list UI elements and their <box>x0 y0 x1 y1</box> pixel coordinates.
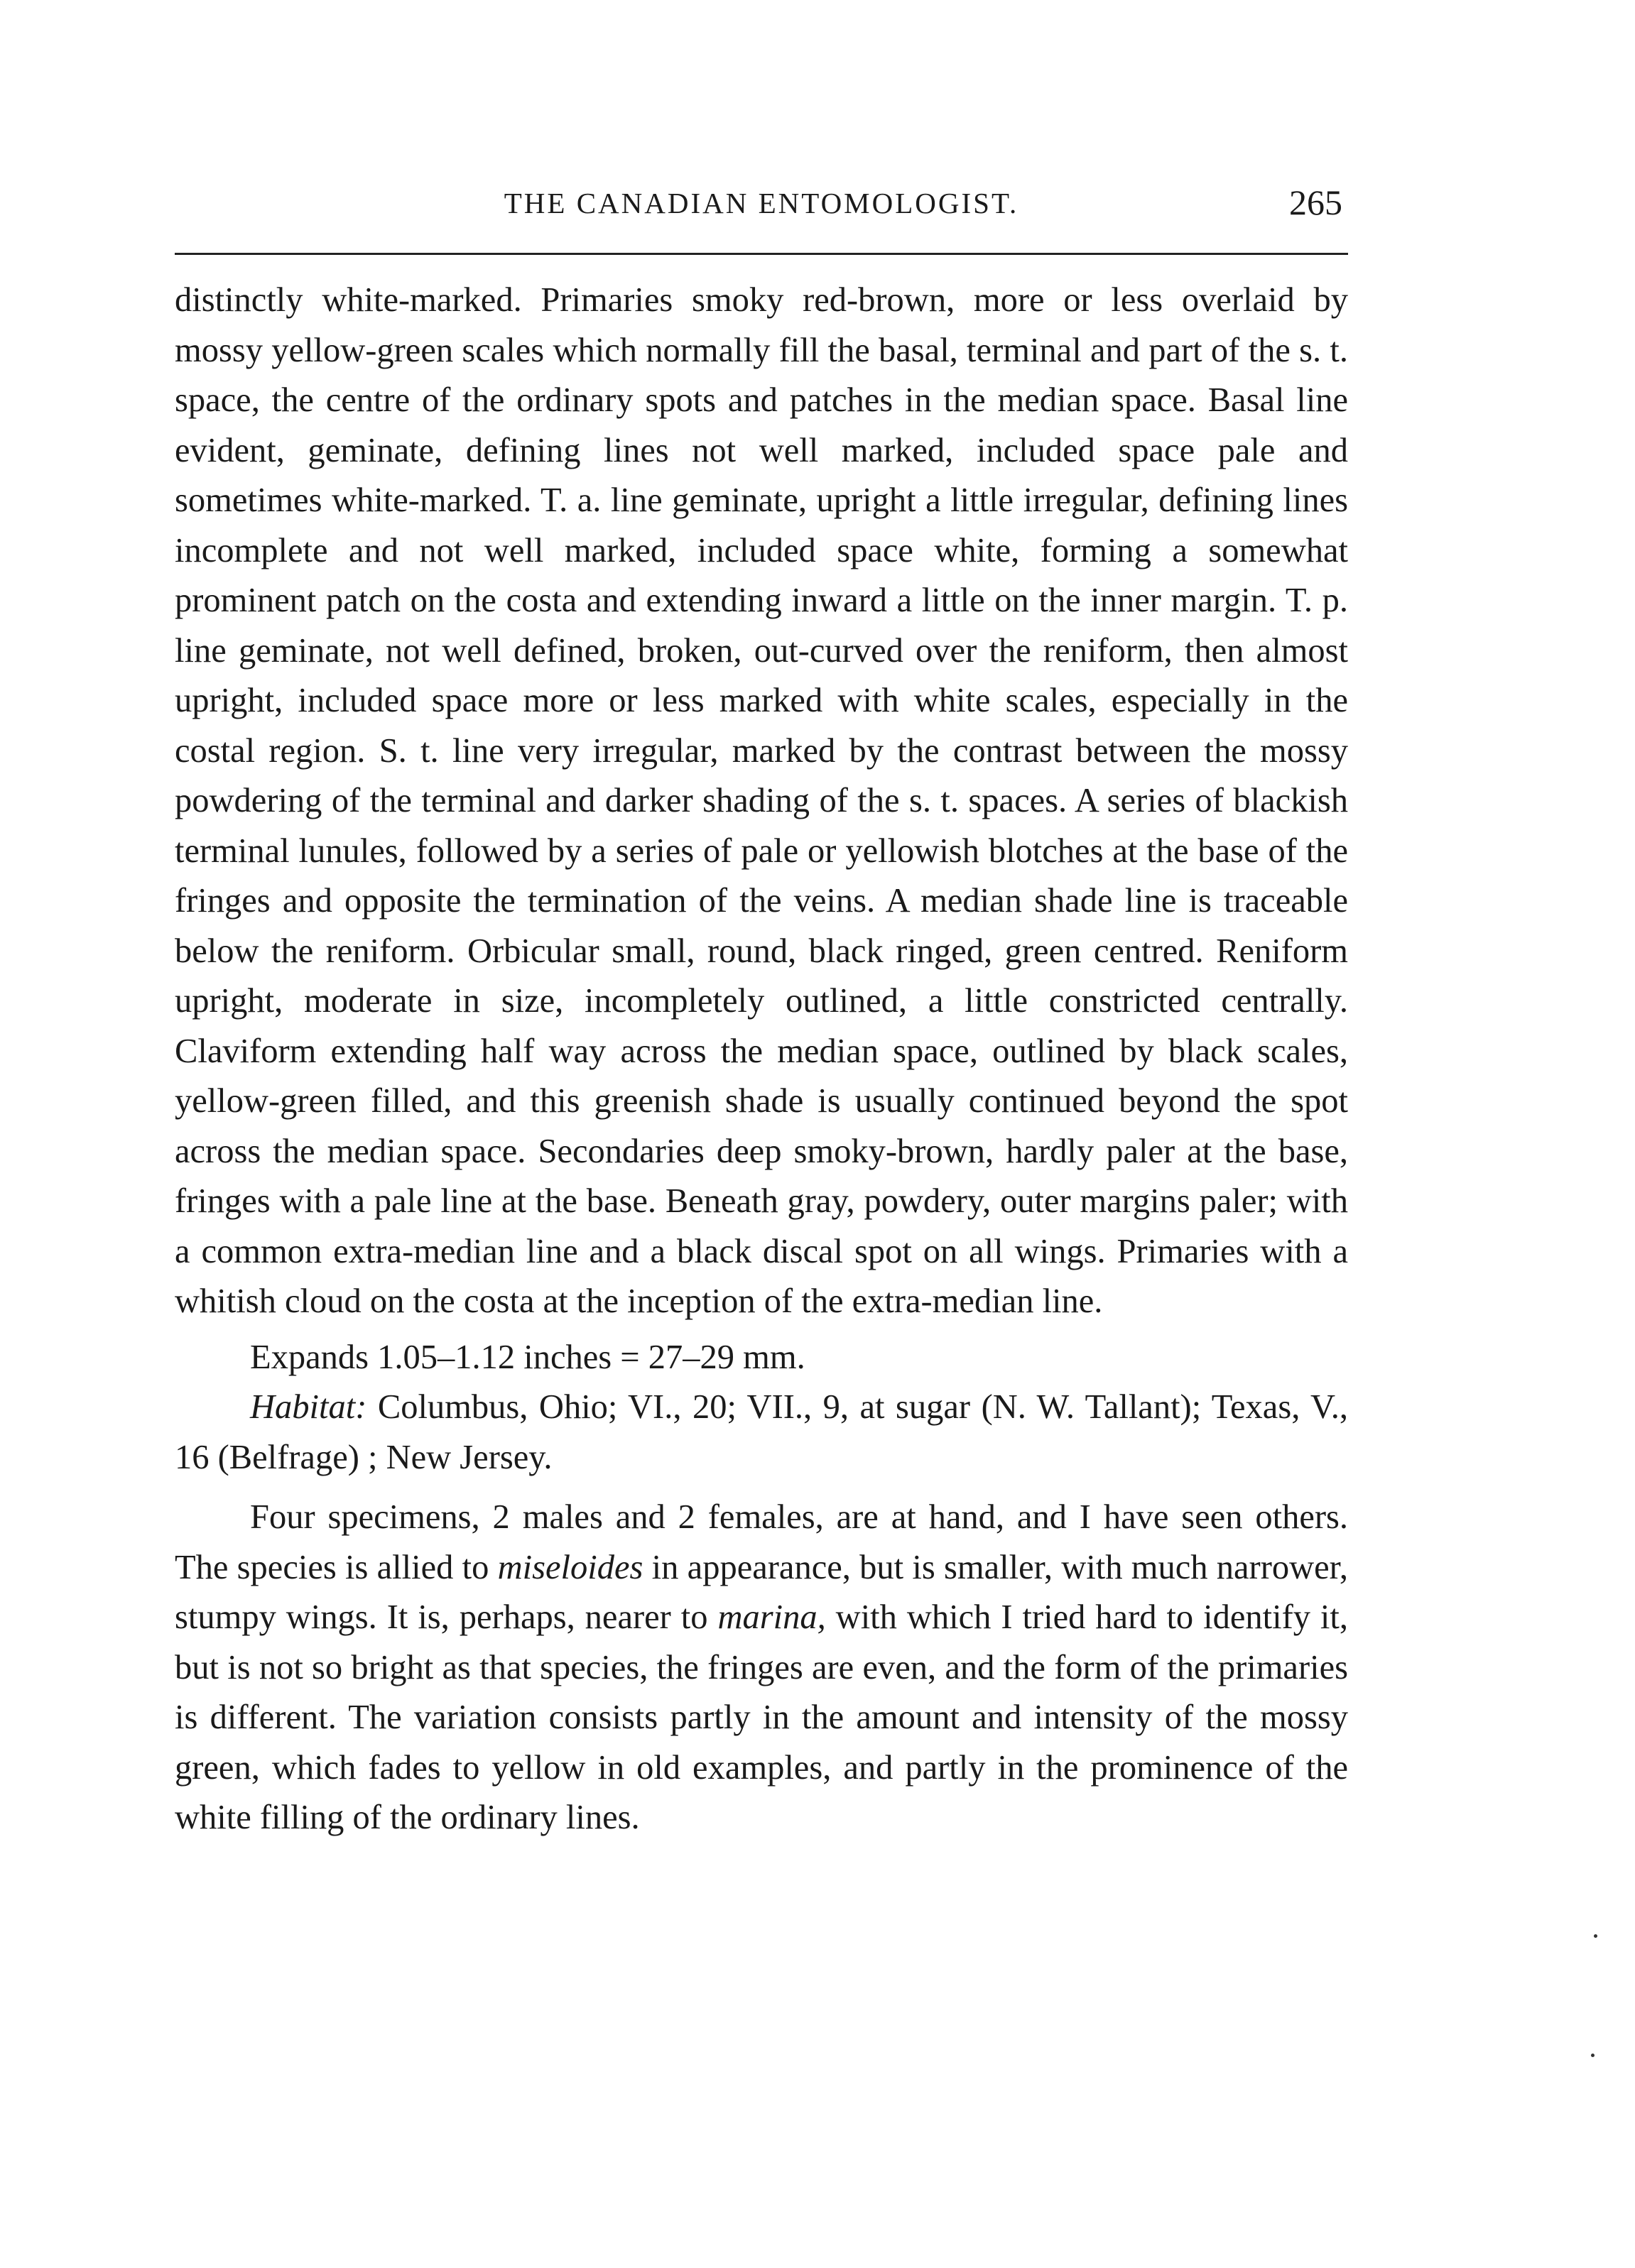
body-text <box>175 276 1348 1843</box>
running-title: THE CANADIAN ENTOMOLOGIST. <box>504 187 1019 219</box>
habitat-label: Habitat: <box>250 1388 367 1426</box>
print-speck <box>1594 1934 1597 1938</box>
species-name-miseloides: miseloides <box>497 1548 643 1586</box>
expands-paragraph: Expands 1.05–1.12 inches = 27–29 mm. <box>250 1338 805 1376</box>
habitat-paragraph <box>175 1383 1348 1483</box>
header-rule <box>175 253 1348 255</box>
species-name-marina: marina, <box>717 1598 826 1636</box>
description-paragraph: distinctly white-marked. Primaries smoky red-brown, more or less overlaid by mossy yellow-green scales which normally fill the basal, terminal and part of the s. t. space, the centre of the ordinary spots and patches in the median space. Basal line evident, geminate, defining lines not well marked, included space pale and sometimes white-marked. T. a. line geminate, upright a little irregular, defining lines incomplete and not well marked, included space white, forming a somewhat prominent patch on the costa and extending inward a little on the inner margin. T. p. line geminate, not well defined, broken, out-curved over the reniform, then almost upright, included space more or less marked with white scales, especially in the costal region. S. t. line very irregular, marked by the contrast between the mossy powdering of the terminal and darker shading of the s. t. spaces. A series of blackish terminal lunules, followed by a series of pale or yellowish blotches at the base of the fringes and opposite the termination of the veins. A median shade line is traceable below the reniform. Orbicular small, round, black ringed, green centred. Reniform upright, moderate in size, incompletely outlined, a little constricted centrally. Claviform extending half way across the median space, outlined by black scales, yellow-green filled, and this greenish shade is usually continued beyond the spot across the median space. Secondaries deep smoky-brown, hardly paler at the base, fringes with a pale line at the base. Beneath gray, powdery, outer margins paler; with a common extra-median line and a black discal spot on all wings. Primaries with a whitish cloud on the costa at the inception of the extra-median line. <box>175 281 1348 1320</box>
remarks-text-a: Four specimens, 2 males and 2 females, are at hand, and I have seen others. The species is allied to <box>175 1498 1348 1586</box>
page-number: 265 <box>1289 182 1342 222</box>
remarks-text-c: with which I tried hard to identify it, but is not so bright as that species, the fringes are even, and the form of the primaries is different. The variation consists partly in the amount and intensity of the mossy green, which fades to yellow in old examples, and partly in the prominence of the white filling of the ordinary lines. <box>175 1598 1349 1836</box>
running-head <box>175 182 1348 229</box>
print-speck <box>1591 2054 1595 2057</box>
remarks-paragraph <box>175 1493 1348 1843</box>
habitat-text: Columbus, Ohio; VI., 20; VII., 9, at sugar (N. W. Tallant); Texas, V., 16 (Belfrage) ; New Jersey. <box>175 1388 1348 1476</box>
remarks-text-b: in appearance, but is smaller, with much narrower, stumpy wings. It is, perhaps, nearer to <box>175 1548 1348 1636</box>
